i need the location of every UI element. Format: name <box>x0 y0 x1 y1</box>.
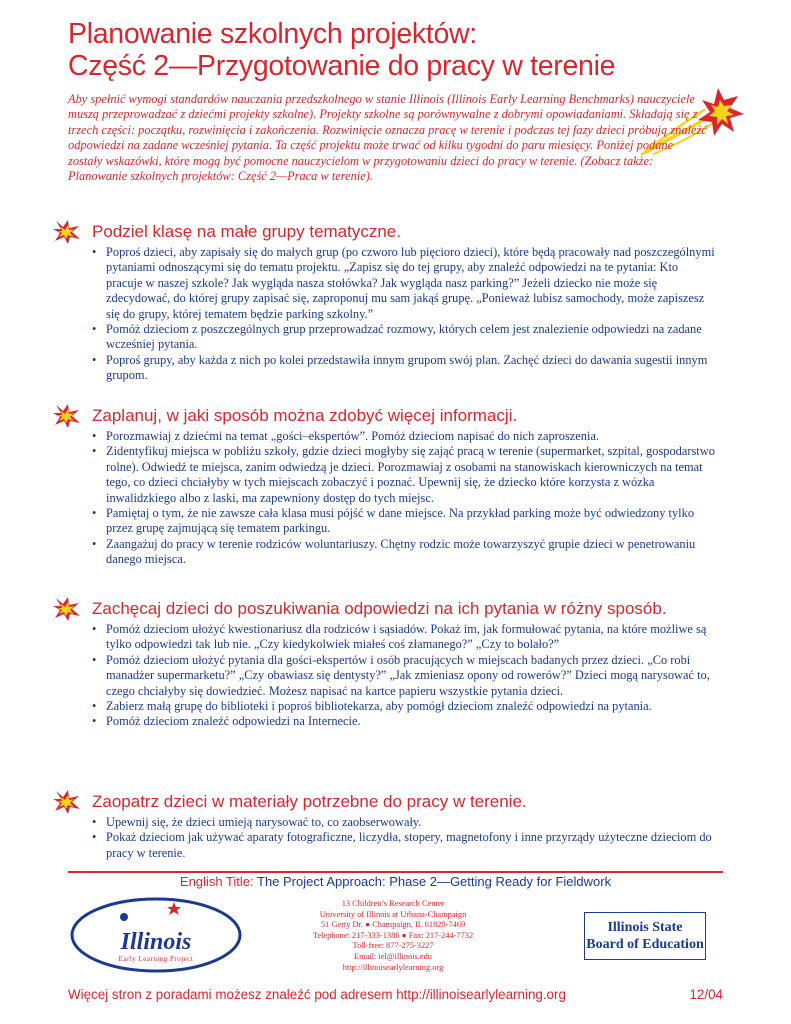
contact-line: University of Illinois at Urbana-Champaign <box>319 909 467 919</box>
footer-text: Więcej stron z poradami możesz znaleźć pod adresem http://illinoisearlylearning.org <box>68 987 566 1002</box>
list-item: • Zidentyfikuj miejsca w pobliżu szkoły, gdzie dzieci mogłyby się zająć pracą w terenie (supermarket, szpital, gospodarstwo rolne). Odwiedź te miejsca, zanim odwiedzą je dzieci. Porozmawiaj z osobami na stanowiskach kierowniczych na temat tego, co dzieci chciałyby w tych miejscach zobaczyć i poznać. Upewnij się, że dziecko które korzysta z wózka inwalidzkiego albo z laski, ma zapewniony dostęp do tych miejsc. <box>92 444 717 506</box>
contact-email: Email: iel@illinois.edu <box>354 951 432 961</box>
star-burst-icon <box>52 219 82 245</box>
section-title: Zaopatrz dzieci w materiały potrzebne do pracy w terenie. <box>92 792 527 811</box>
list-item: • Pamiętaj o tym, że nie zawsze cała klasa musi pójść w dane miejsce. Na przykład parking może być odwiedzony tylko przez grupę zajmującą się tematem parkingu. <box>92 506 717 537</box>
section-title: Zaplanuj, w jaki sposób można zdobyć więcej informacji. <box>92 406 518 425</box>
star-burst-icon <box>52 403 82 429</box>
list-item: • Zaangażuj do pracy w terenie rodziców woluntariuszy. Chętny rodzic może towarzyszyć grupie dzieci w penetrowaniu danego miejsca. <box>92 537 717 568</box>
star-burst-icon <box>52 596 82 622</box>
isbe-line2: Board of Education <box>586 937 704 952</box>
list-item: • Poproś dzieci, aby zapisały się do małych grup (po czworo lub pięcioro dzieci), które będą pracowały nad poszczególnymi pytaniami odnoszącymi się do tematu projektu. „Zapisz się do tej grupy, aby znaleźć odpowiedzi na te pytania: Kto pracuje w naszej szkole? Jak wygląda nasza stołówka? Jak wygląda nasz parking?” Jeżeli dziecko nie może się zdecydować, do której grupy zapisać się, zaproponuj mu sam jakąś grupę. „Ponieważ lubisz samochody, może zapiszesz się do grupy, której tematem będzie parking szkolny.” <box>92 245 717 322</box>
early-learning-project-logo <box>68 893 244 975</box>
logo-wordmark: Illinois <box>120 929 192 955</box>
page-title <box>68 18 718 82</box>
page-title-line1: Planowanie szkolnych projektów: <box>68 18 477 50</box>
section-title: Zachęcaj dzieci do poszukiwania odpowiedzi na ich pytania w różny sposób. <box>92 599 667 618</box>
section-information <box>52 403 742 568</box>
contact-line: 51 Gerty Dr. ● Champaign, IL 61820-7469 <box>320 920 466 930</box>
star-burst-icon <box>52 789 82 815</box>
list-item: • Pomóż dzieciom znaleźć odpowiedzi na Internecie. <box>92 714 717 729</box>
isbe-line1: Illinois State <box>607 920 683 935</box>
list-item: • Pokaż dzieciom jak używać aparaty fotograficzne, liczydła, stopery, magnetofony i inne przyrządy użyteczne dzieciom do pracy w terenie. <box>92 830 717 861</box>
bullet-list <box>92 815 717 861</box>
section-groups <box>52 219 742 384</box>
section-questions <box>52 596 742 730</box>
contact-website: http://illinoisearlylearning.org <box>342 962 444 972</box>
intro-paragraph: Aby spełnić wymogi standardów nauczania przedszkolnego w stanie Illinois (Illinois Early Learning Benchmarks) nauczyciele muszą przeprowadzać z dziećmi projekty szkolne). Projekty szkolne są porównywalne z dobrymi opowiadaniami. Składają się z trzech części: początku, rozwinięcia i zakończenia. Rozwinięcie oznacza pracę w terenie i podczas tej fazy dzieci próbują znaleźć odpowiedzi na zadane wcześniej pytania. Ta część projektu może trwać od kilku tygodni do paru miesięcy. Poniżej podane zostały wskazówki, które mogą być pomocne nauczycielom w przygotowaniu dzieci do pracy w terenie. (Zobacz także: Planowanie szkolnych projektów: Część 2—Praca w terenie). <box>68 92 707 184</box>
bullet-list <box>92 245 717 384</box>
logo-subtitle: Early Learning Project <box>118 955 194 963</box>
contact-line: Toll-free: 877-275-3227 <box>352 941 434 951</box>
english-title-label: English Title: <box>179 874 254 889</box>
divider <box>68 871 723 873</box>
list-item: • Pomóż dzieciom ułożyć kwestionariusz dla rodziców i sąsiadów. Pokaż im, jak formułować pytania, na które możliwe są tylko odpowiedzi tak lub nie. „Czy kiedykolwiek miałeś coś złamanego?” „Czy to bolało?” <box>92 622 717 653</box>
contact-block <box>280 899 506 973</box>
english-title <box>68 874 723 889</box>
isbe-logo <box>584 912 706 960</box>
list-item: • Zabierz małą grupę do biblioteki i poproś bibliotekarza, aby pomógł dzieciom znaleźć odpowiedzi na pytania. <box>92 699 717 714</box>
english-title-value: The Project Approach: Phase 2—Getting Ready for Fieldwork <box>257 874 612 889</box>
page-title-line2: Część 2—Przygotowanie do pracy w terenie <box>68 50 616 82</box>
list-item: • Porozmawiaj z dziećmi na temat „gości–ekspertów”. Pomóż dzieciom napisać do nich zaproszenia. <box>92 429 717 444</box>
list-item: • Pomóż dzieciom ułożyć pytania dla gości-ekspertów i osób pracujących w miejscach badanych przez dzieci. „Co robi manadżer supermarketu?” „Czy obawiasz się dentysty?” „Jak zmieniasz opony od rowerów?” Dzieci mogą narysować to, czego chciałyby się dowiedzieć. Możesz napisać na kartce papieru wszystkie pytania dzieci. <box>92 653 717 699</box>
footer-date: 12/04 <box>689 987 723 1002</box>
section-title: Podziel klasę na małe grupy tematyczne. <box>92 222 401 241</box>
contact-line: Telephone: 217-333-1386 ● Fax: 217-244-7732 <box>312 930 474 940</box>
section-materials <box>52 789 742 861</box>
list-item: • Pomóż dzieciom z poszczególnych grup przeprowadzać rozmowy, których celem jest znalezienie odpowiedzi na zadane wcześniej pytania. <box>92 322 717 353</box>
list-item: • Upewnij się, że dzieci umieją narysować to, co zaobserwowały. <box>92 815 717 830</box>
list-item: • Poproś grupy, aby każda z nich po kolei przedstawiła innym grupom swój plan. Zachęć dzieci do dawania sugestii innym grupom. <box>92 353 717 384</box>
bullet-list <box>92 622 717 730</box>
contact-line: 13 Children’s Research Center <box>341 899 445 908</box>
bullet-list <box>92 429 717 568</box>
